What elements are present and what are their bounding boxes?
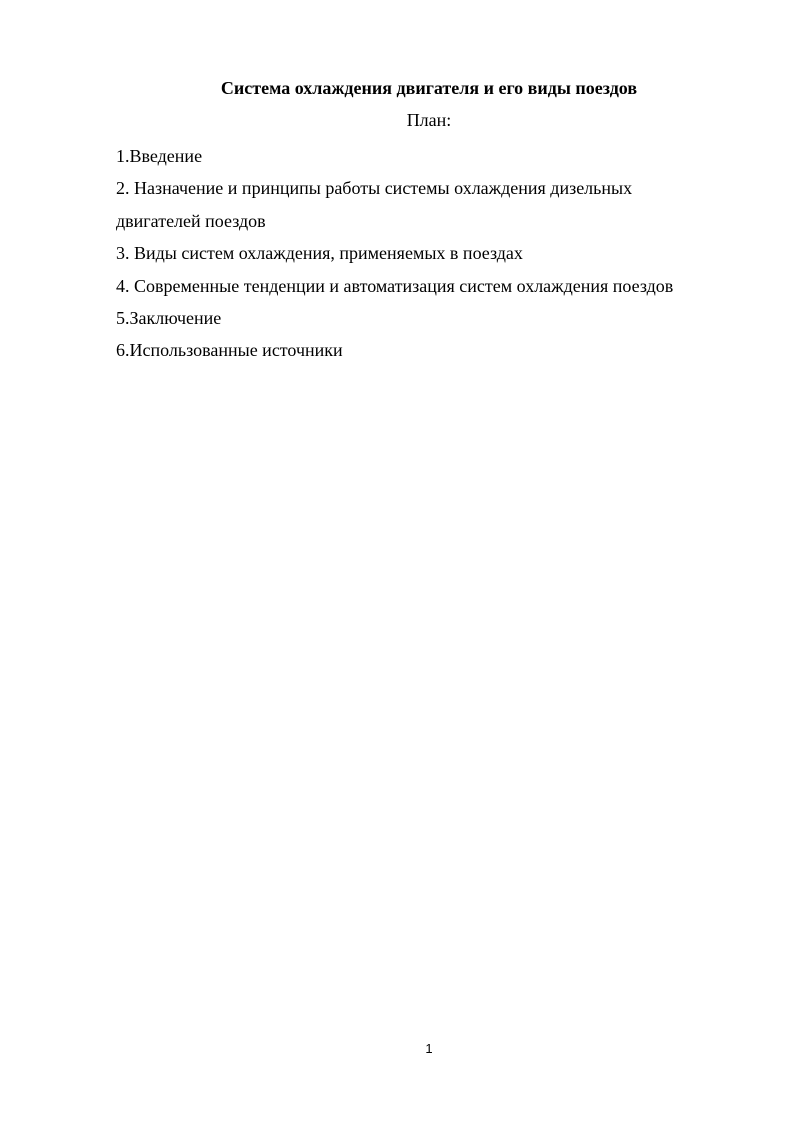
- plan-heading: План:: [406, 110, 452, 130]
- plan-item-types: 3. Виды систем охлаждения, применяемых в поездах: [116, 243, 523, 264]
- plan-item-purpose: 2. Назначение и принципы работы системы охлаждения дизельных двигателей поездов: [116, 178, 633, 231]
- plan-item-sources: 6.Использованные источники: [116, 340, 343, 361]
- plan-item-conclusion: 5.Заключение: [116, 308, 222, 329]
- plan-item-trends: 4. Современные тенденции и автоматизация систем охлаждения поездов: [116, 275, 674, 296]
- document-title: Система охлаждения двигателя и его виды поездов: [220, 78, 638, 98]
- plan-list: [116, 140, 736, 367]
- plan-item-introduction: 1.Введение: [116, 146, 203, 166]
- page-number: 1: [425, 1041, 433, 1056]
